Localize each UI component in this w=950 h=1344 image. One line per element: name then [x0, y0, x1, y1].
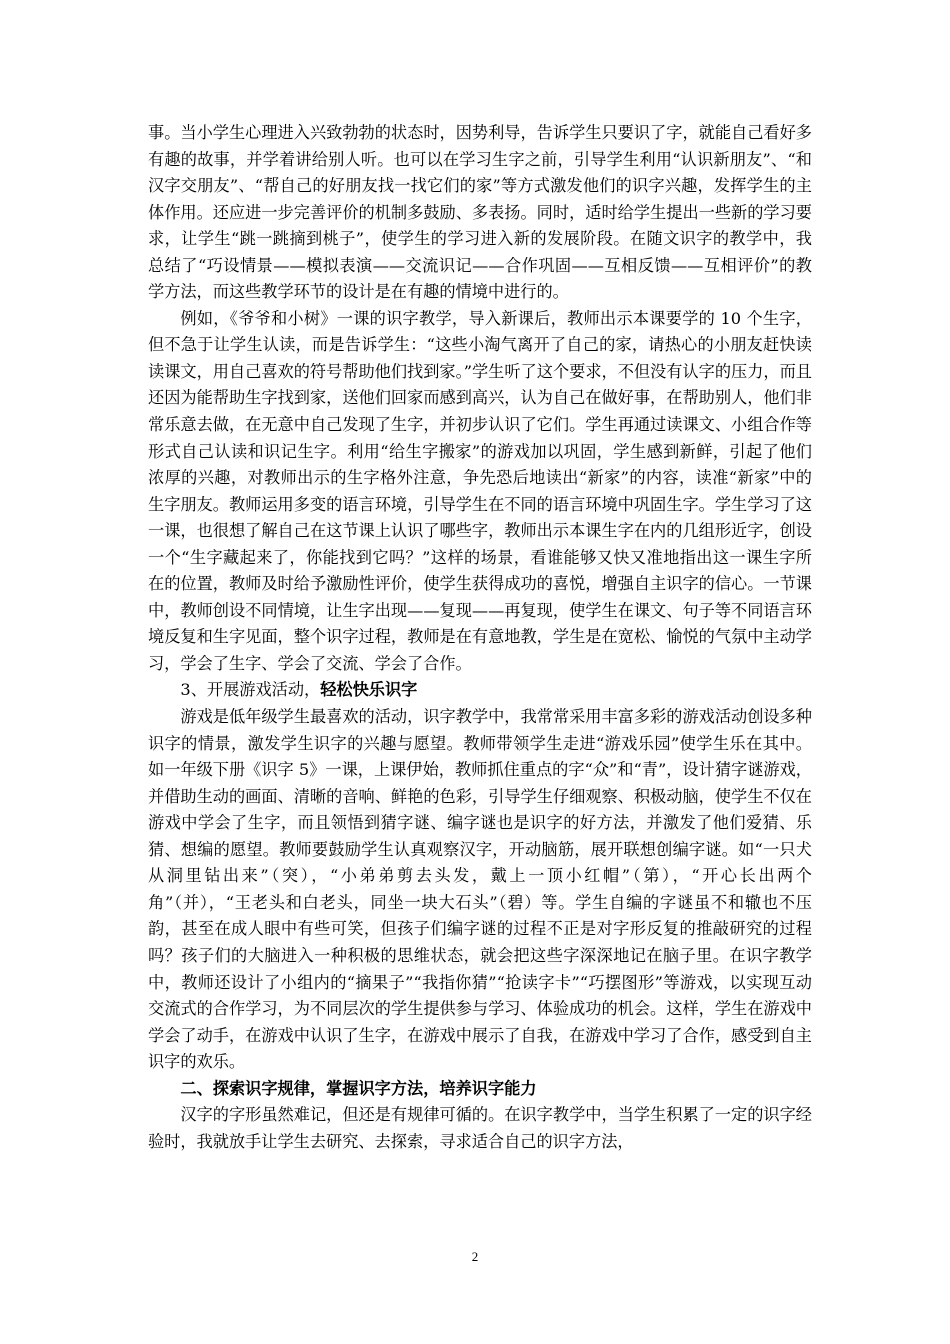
chapter-heading: 二、探索识字规律，掌握识字方法，培养识字能力: [180, 1078, 537, 1098]
paragraph: 汉字的字形虽然难记，但还是有规律可循的。在识字教学中，当学生积累了一定的识字经验时，我就放手让学生去研究、去探索，寻求适合自己的识字方法，: [148, 1105, 812, 1151]
paragraph: 游戏是低年级学生最喜欢的活动，识字教学中，我常常采用丰富多彩的游戏活动创设多种识字的情景，激发学生识字的兴趣与愿望。教师带领学生走进“游戏乐园”使学生乐在其中。如一年级下册《识字 5》一课，上课伊始，教师抓住重点的字“众”和“青”，设计猜字谜游戏，并借助生动的画面、清晰的音响、鲜艳的色彩，引导学生仔细观察、积极动脑，使学生不仅在游戏中学会了生字，而且领悟到猜字谜、编字谜也是识字的好方法，并激发了他们爱猜、乐猜、想编的愿望。教师要鼓励学生认真观察汉字，开动脑筋，展开联想创编字谜。如“一只犬从洞里钻出来”（突），“小弟弟剪去头发，戴上一顶小红帽”（第），“开心长出两个角”（并），“王老头和白老头，同坐一块大石头”（碧）等。学生自编的字谜虽不和辙也不压韵，甚至在成人眼中有些可笑，但孩子们编字谜的过程不正是对字形反复的推敲研究的过程吗？孩子们的大脑进入一种积极的思维状态，就会把这些字深深地记在脑子里。在识字教学中，教师还设计了小组内的“摘果子”“我指你猜”“抢读字卡”“巧摆图形”等游戏，以实现互动交流式的合作学习，为不同层次的学生提供参与学习、体验成功的机会。这样，学生在游戏中学会了动手，在游戏中认识了生字，在游戏中展示了自我，在游戏中学习了合作，感受到自主识字的欢乐。: [148, 707, 812, 1072]
body-text: [148, 120, 812, 1155]
section-heading-prefix: 3、开展游戏活动，: [180, 680, 321, 700]
section-heading: [148, 677, 812, 704]
section-heading-emphasis: 轻松快乐识字: [320, 680, 418, 700]
paragraph: 事。当小学生心理进入兴致勃勃的状态时，因势利导，告诉学生只要识了字，就能自己看好多有趣的故事，并学着讲给别人听。也可以在学习生字之前，引导学生利用“认识新朋友”、“和汉字交朋友”、“帮自己的好朋友找一找它们的家”等方式激发他们的识字兴趣，发挥学生的主体作用。还应进一步完善评价的机制多鼓励、多表扬。同时，适时给学生提出一些新的学习要求，让学生“跳一跳摘到桃子”，使学生的学习进入新的发展阶段。在随文识字的教学中，我总结了“巧设情景——模拟表演——交流识记——合作巩固——互相反馈——互相评价”的教学方法，而这些教学环节的设计是在有趣的情境中进行的。: [148, 123, 812, 302]
page-number: 2: [471, 1249, 479, 1264]
paragraph: 例如，《爷爷和小树》一课的识字教学，导入新课后，教师出示本课要学的 10 个生字，但不急于让学生认读，而是告诉学生：“这些小淘气离开了自己的家，请热心的小朋友赶快读读课文，用自己喜欢的符号帮助他们找到家。”学生听了这个要求，不但没有认字的压力，而且还因为能帮助生字找到家，送他们回家而感到高兴，认为自己在做好事，在帮助别人，他们非常乐意去做，在无意中自己发现了生字，并初步认识了它们。学生再通过读课文、小组合作等形式自己认读和识记生字。利用“给生字搬家”的游戏加以巩固，学生感到新鲜，引起了他们浓厚的兴趣，对教师出示的生字格外注意，争先恐后地读出“新家”的内容，读准“新家”中的生字朋友。教师运用多变的语言环境，引导学生在不同的语言环境中巩固生字。学生学习了这一课，也很想了解自己在这节课上认识了哪些字，教师出示本课生字在内的几组形近字，创设一个“生字藏起来了，你能找到它吗？”这样的场景，看谁能够又快又准地指出这一课生字所在的位置，教师及时给予激励性评价，使学生获得成功的喜悦，增强自主识字的信心。一节课中，教师创设不同情境，让生字出现——复现——再复现，使学生在课文、句子等不同语言环境反复和生字见面，整个识字过程，教师是在有意地教，学生是在宽松、愉悦的气氛中主动学习，学会了生字、学会了交流、学会了合作。: [148, 308, 812, 673]
